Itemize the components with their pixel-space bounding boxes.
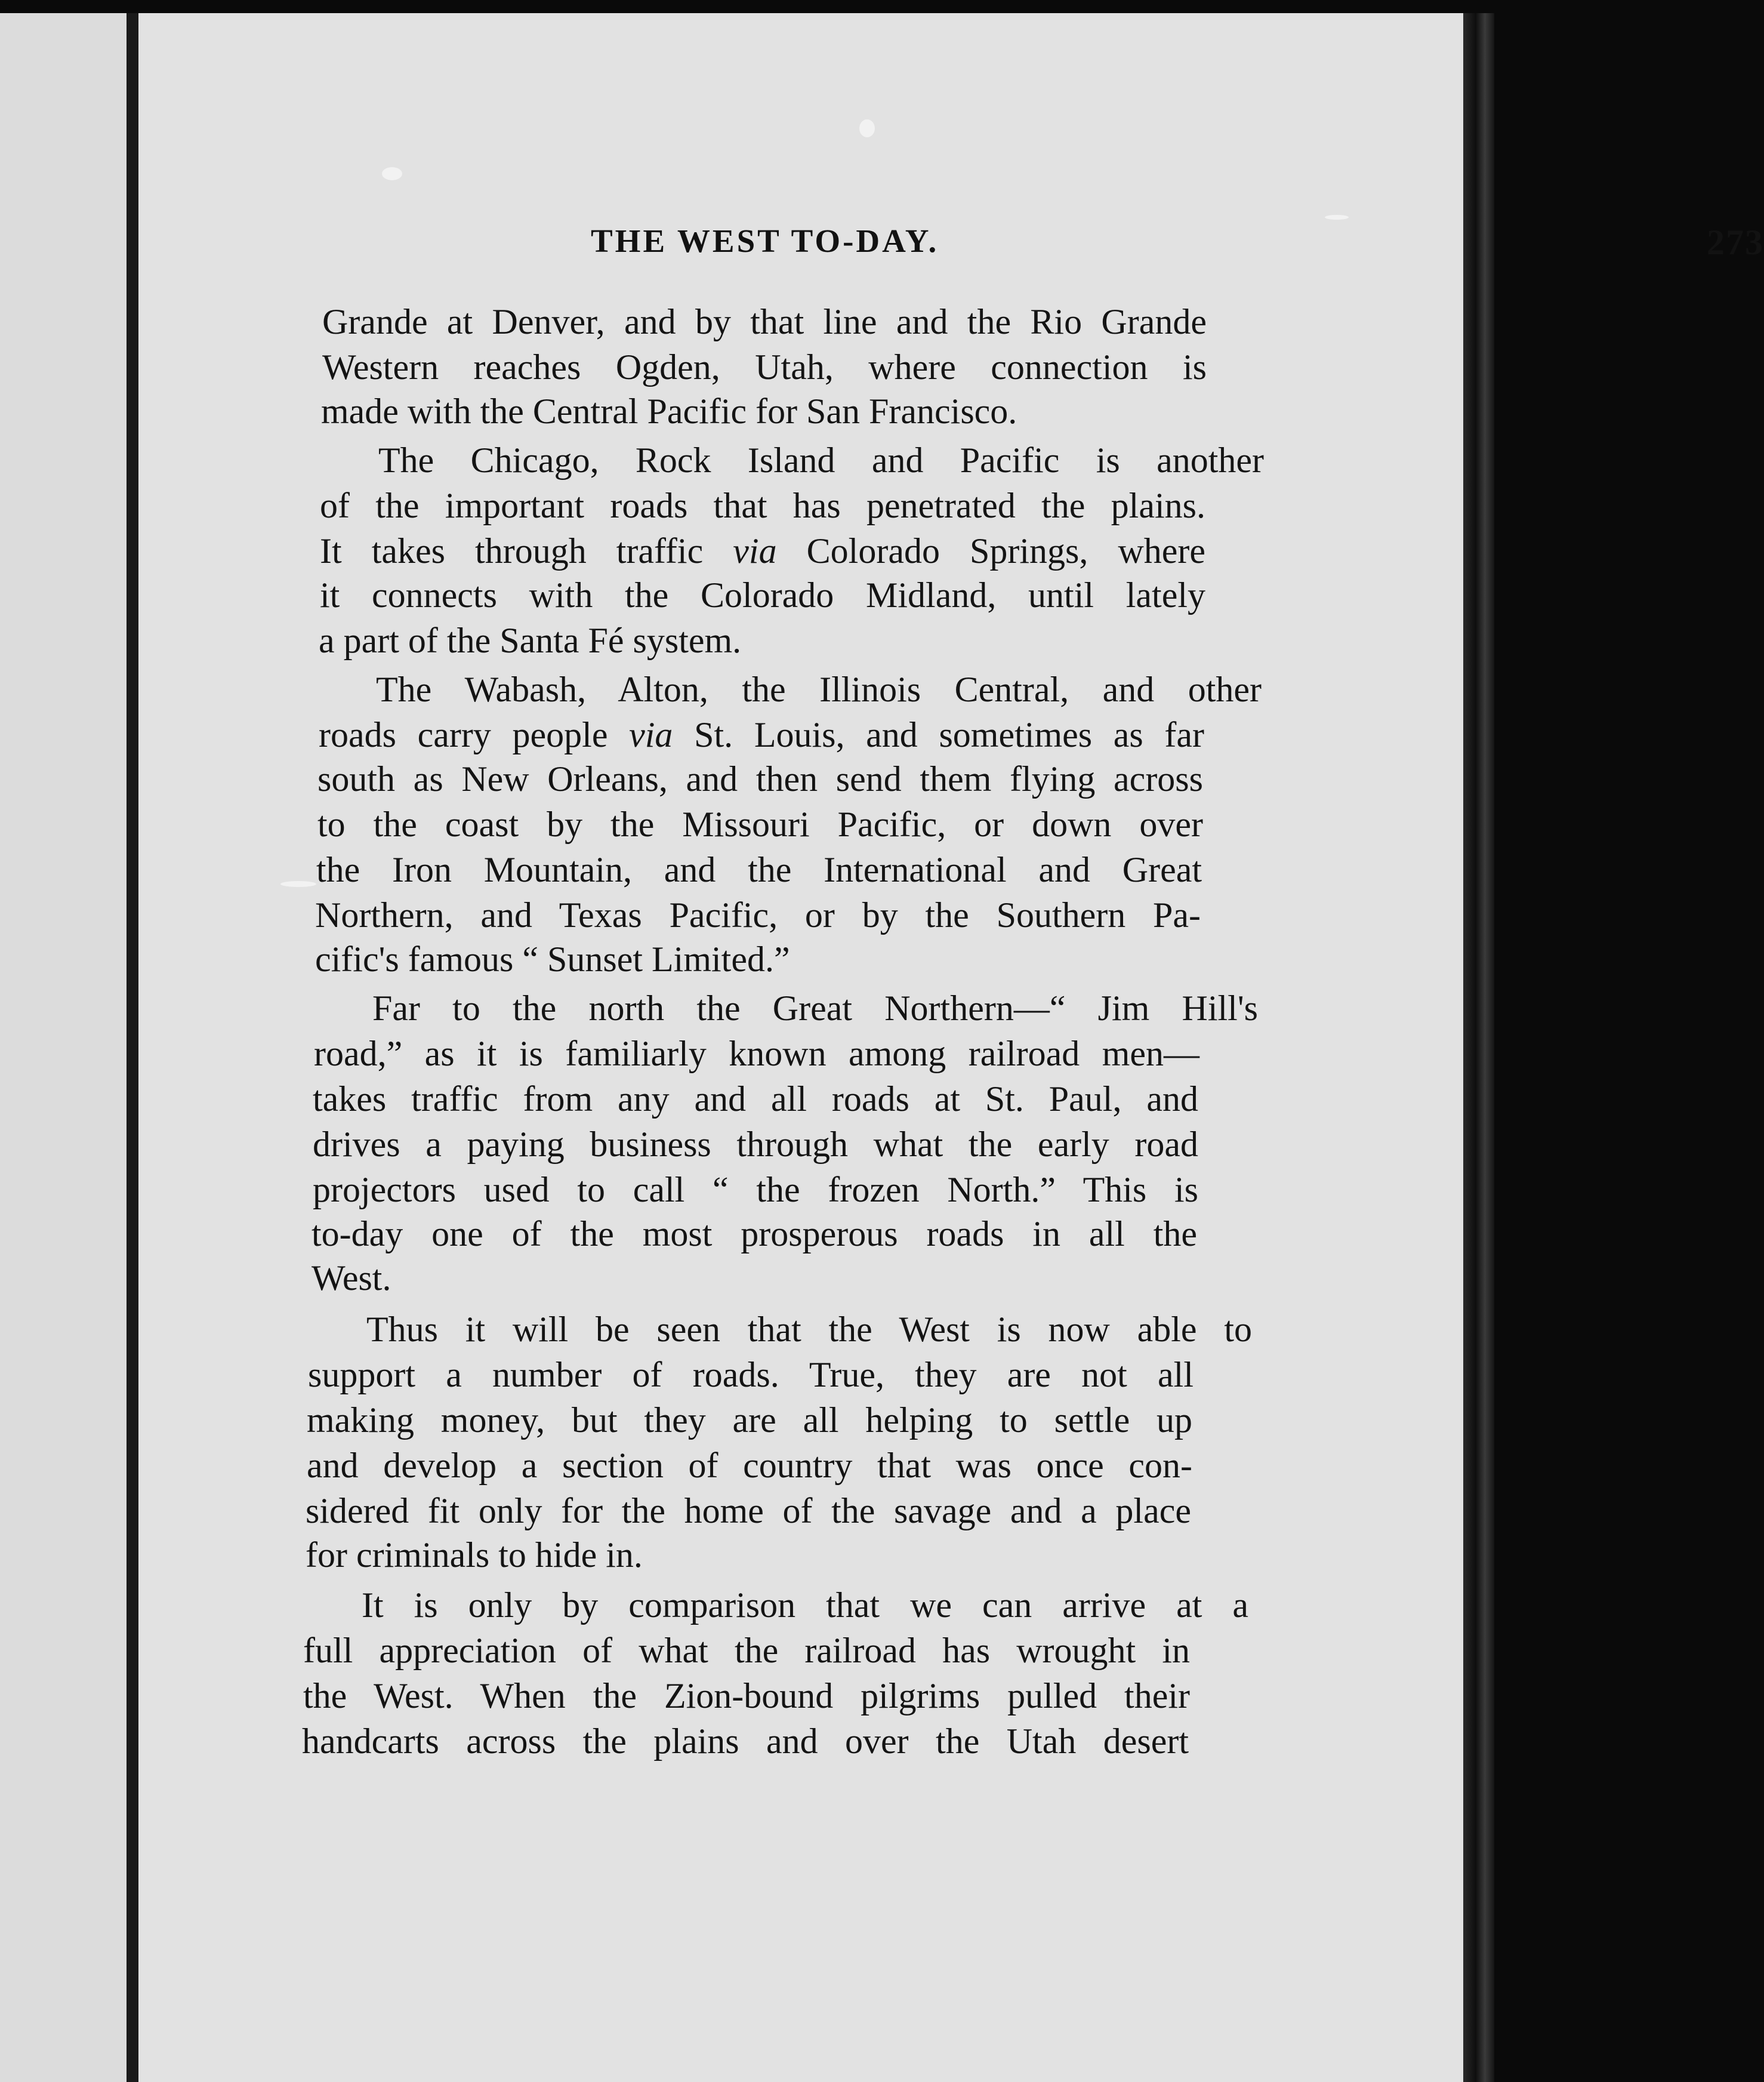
line-segment: It takes through traffic [320,531,704,571]
line-segment: St. Louis, and sometimes as far [694,715,1204,754]
text-line: projectors used to call “ the frozen North.” This is [313,1170,1198,1209]
text-line: West. [312,1258,391,1298]
text-line: a part of the Santa Fé system. [319,621,742,660]
text-line: full appreciation of what the railroad has wrought in [303,1631,1190,1670]
text-line [319,713,1204,757]
text-line: sidered fit only for the home of the savage and a place [306,1491,1191,1530]
page-number: 273 [1707,223,1764,262]
text-line: Far to the north the Great Northern—“ Jim Hill's [372,988,1258,1028]
text-line: it connects with the Colorado Midland, until lately [320,575,1205,615]
text-line: handcarts across the plains and over the Utah desert [302,1721,1189,1761]
text-line: making money, but they are all helping to settle up [307,1400,1192,1440]
text-line: The Wabash, Alton, the Illinois Central, and other [376,670,1262,709]
text-line: Grande at Denver, and by that line and the Rio Grande [322,302,1207,341]
text-line: Northern, and Texas Pacific, or by the Southern Pa- [315,895,1201,935]
text-line: and develop a section of country that was once con- [307,1446,1192,1485]
scan-speck [1325,215,1349,220]
scan-speck [280,881,316,887]
text-line: made with the Central Pacific for San Francisco. [321,392,1017,431]
text-line: support a number of roads. True, they are not all [308,1355,1194,1394]
text-line: The Chicago, Rock Island and Pacific is another [378,441,1264,480]
italic-via: via [629,715,673,754]
text-line: cific's famous “ Sunset Limited.” [315,940,790,979]
text-line: of the important roads that has penetrated the plains. [320,486,1205,525]
text-line: drives a paying business through what the early road [313,1125,1198,1164]
scan-speck [382,167,402,180]
text-line: south as New Orleans, and then send them flying across [317,759,1203,799]
italic-via: via [733,531,777,571]
text-line: road,” as it is familiarly known among railroad men— [314,1034,1199,1073]
text-line: takes traffic from any and all roads at St. Paul, and [313,1079,1198,1119]
scan-speck [859,119,875,137]
line-segment: Colorado Springs, where [806,531,1206,571]
line-segment: roads carry people [319,715,608,754]
text-line: the West. When the Zion-bound pilgrims pulled their [303,1676,1190,1716]
running-head-title: THE WEST TO-DAY. [591,223,939,259]
text-line: Thus it will be seen that the West is now able to [366,1310,1252,1349]
text-line: Western reaches Ogden, Utah, where connection is [322,347,1207,387]
text-line: the Iron Mountain, and the International and Great [316,850,1202,889]
text-line [320,529,1205,573]
text-line: It is only by comparison that we can arrive at a [362,1585,1248,1625]
text-line: to-day one of the most prosperous roads in all the [312,1214,1197,1253]
text-line: to the coast by the Missouri Pacific, or down over [317,805,1203,844]
text-line: for criminals to hide in. [306,1535,643,1575]
